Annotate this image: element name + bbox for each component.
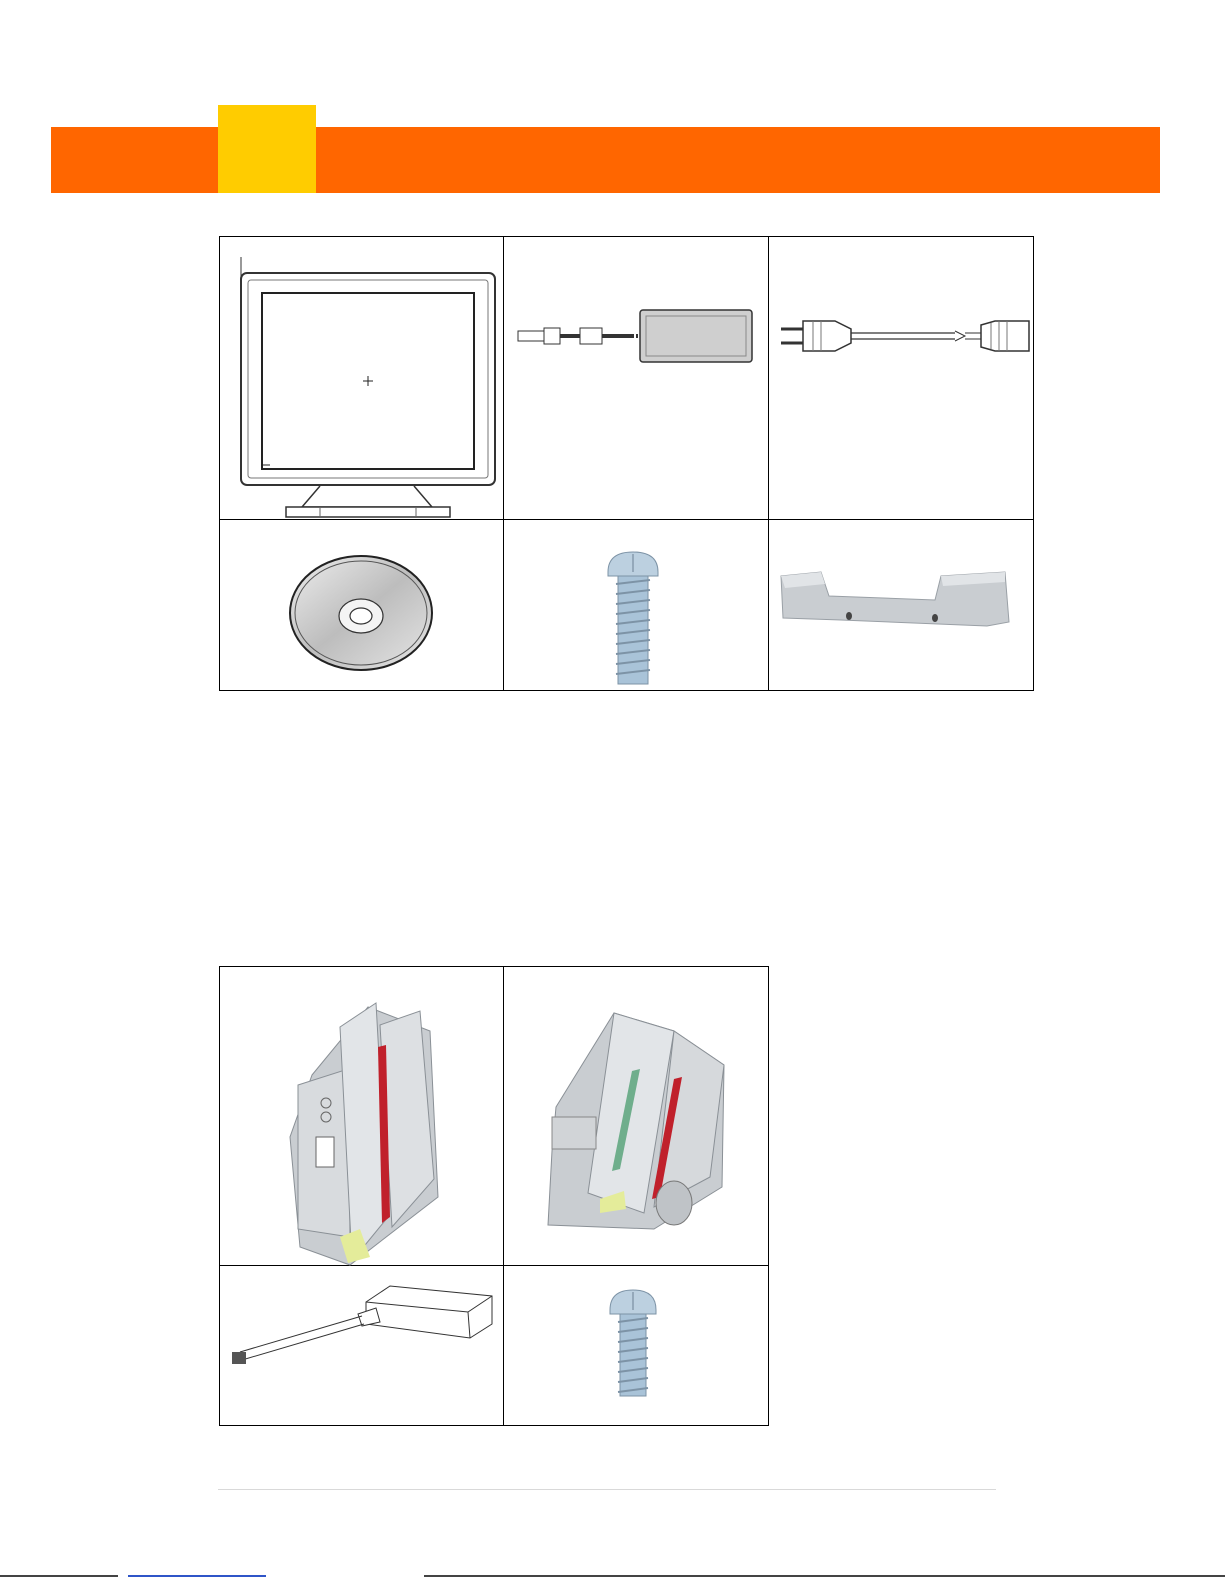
msr-reader-back-icon bbox=[504, 967, 768, 1266]
table-row bbox=[220, 520, 1034, 691]
table-cell bbox=[504, 967, 769, 1266]
driver-cd-icon bbox=[220, 520, 504, 691]
table-cell bbox=[504, 237, 768, 520]
msr-cable-icon bbox=[220, 1266, 504, 1426]
table-row bbox=[220, 967, 769, 1266]
power-cord-icon bbox=[769, 237, 1034, 520]
table-cell bbox=[768, 237, 1033, 520]
table-cell bbox=[220, 967, 504, 1266]
power-adapter-icon bbox=[504, 237, 768, 520]
table-cell bbox=[768, 520, 1033, 691]
touch-monitor-icon bbox=[220, 237, 504, 520]
footer-line bbox=[424, 1575, 1225, 1577]
msr-reader-front-icon bbox=[220, 967, 504, 1266]
optional-items-table bbox=[219, 966, 769, 1426]
table-cell bbox=[504, 1266, 769, 1426]
standard-items-table bbox=[219, 236, 1034, 691]
table-row bbox=[220, 237, 1034, 520]
table-row bbox=[220, 1266, 769, 1426]
header-bar bbox=[51, 127, 218, 193]
footer-line bbox=[0, 1575, 118, 1577]
screw-icon bbox=[504, 1266, 768, 1426]
header-bar-extension bbox=[316, 127, 1160, 193]
table-cell bbox=[220, 520, 504, 691]
cable-cover-bracket-icon bbox=[769, 520, 1034, 691]
table-cell bbox=[220, 237, 504, 520]
screw-icon bbox=[504, 520, 768, 691]
table-cell bbox=[504, 520, 768, 691]
header-tab bbox=[218, 105, 316, 193]
footer-divider bbox=[218, 1489, 996, 1490]
table-cell bbox=[220, 1266, 504, 1426]
footer-link[interactable] bbox=[128, 1575, 266, 1577]
